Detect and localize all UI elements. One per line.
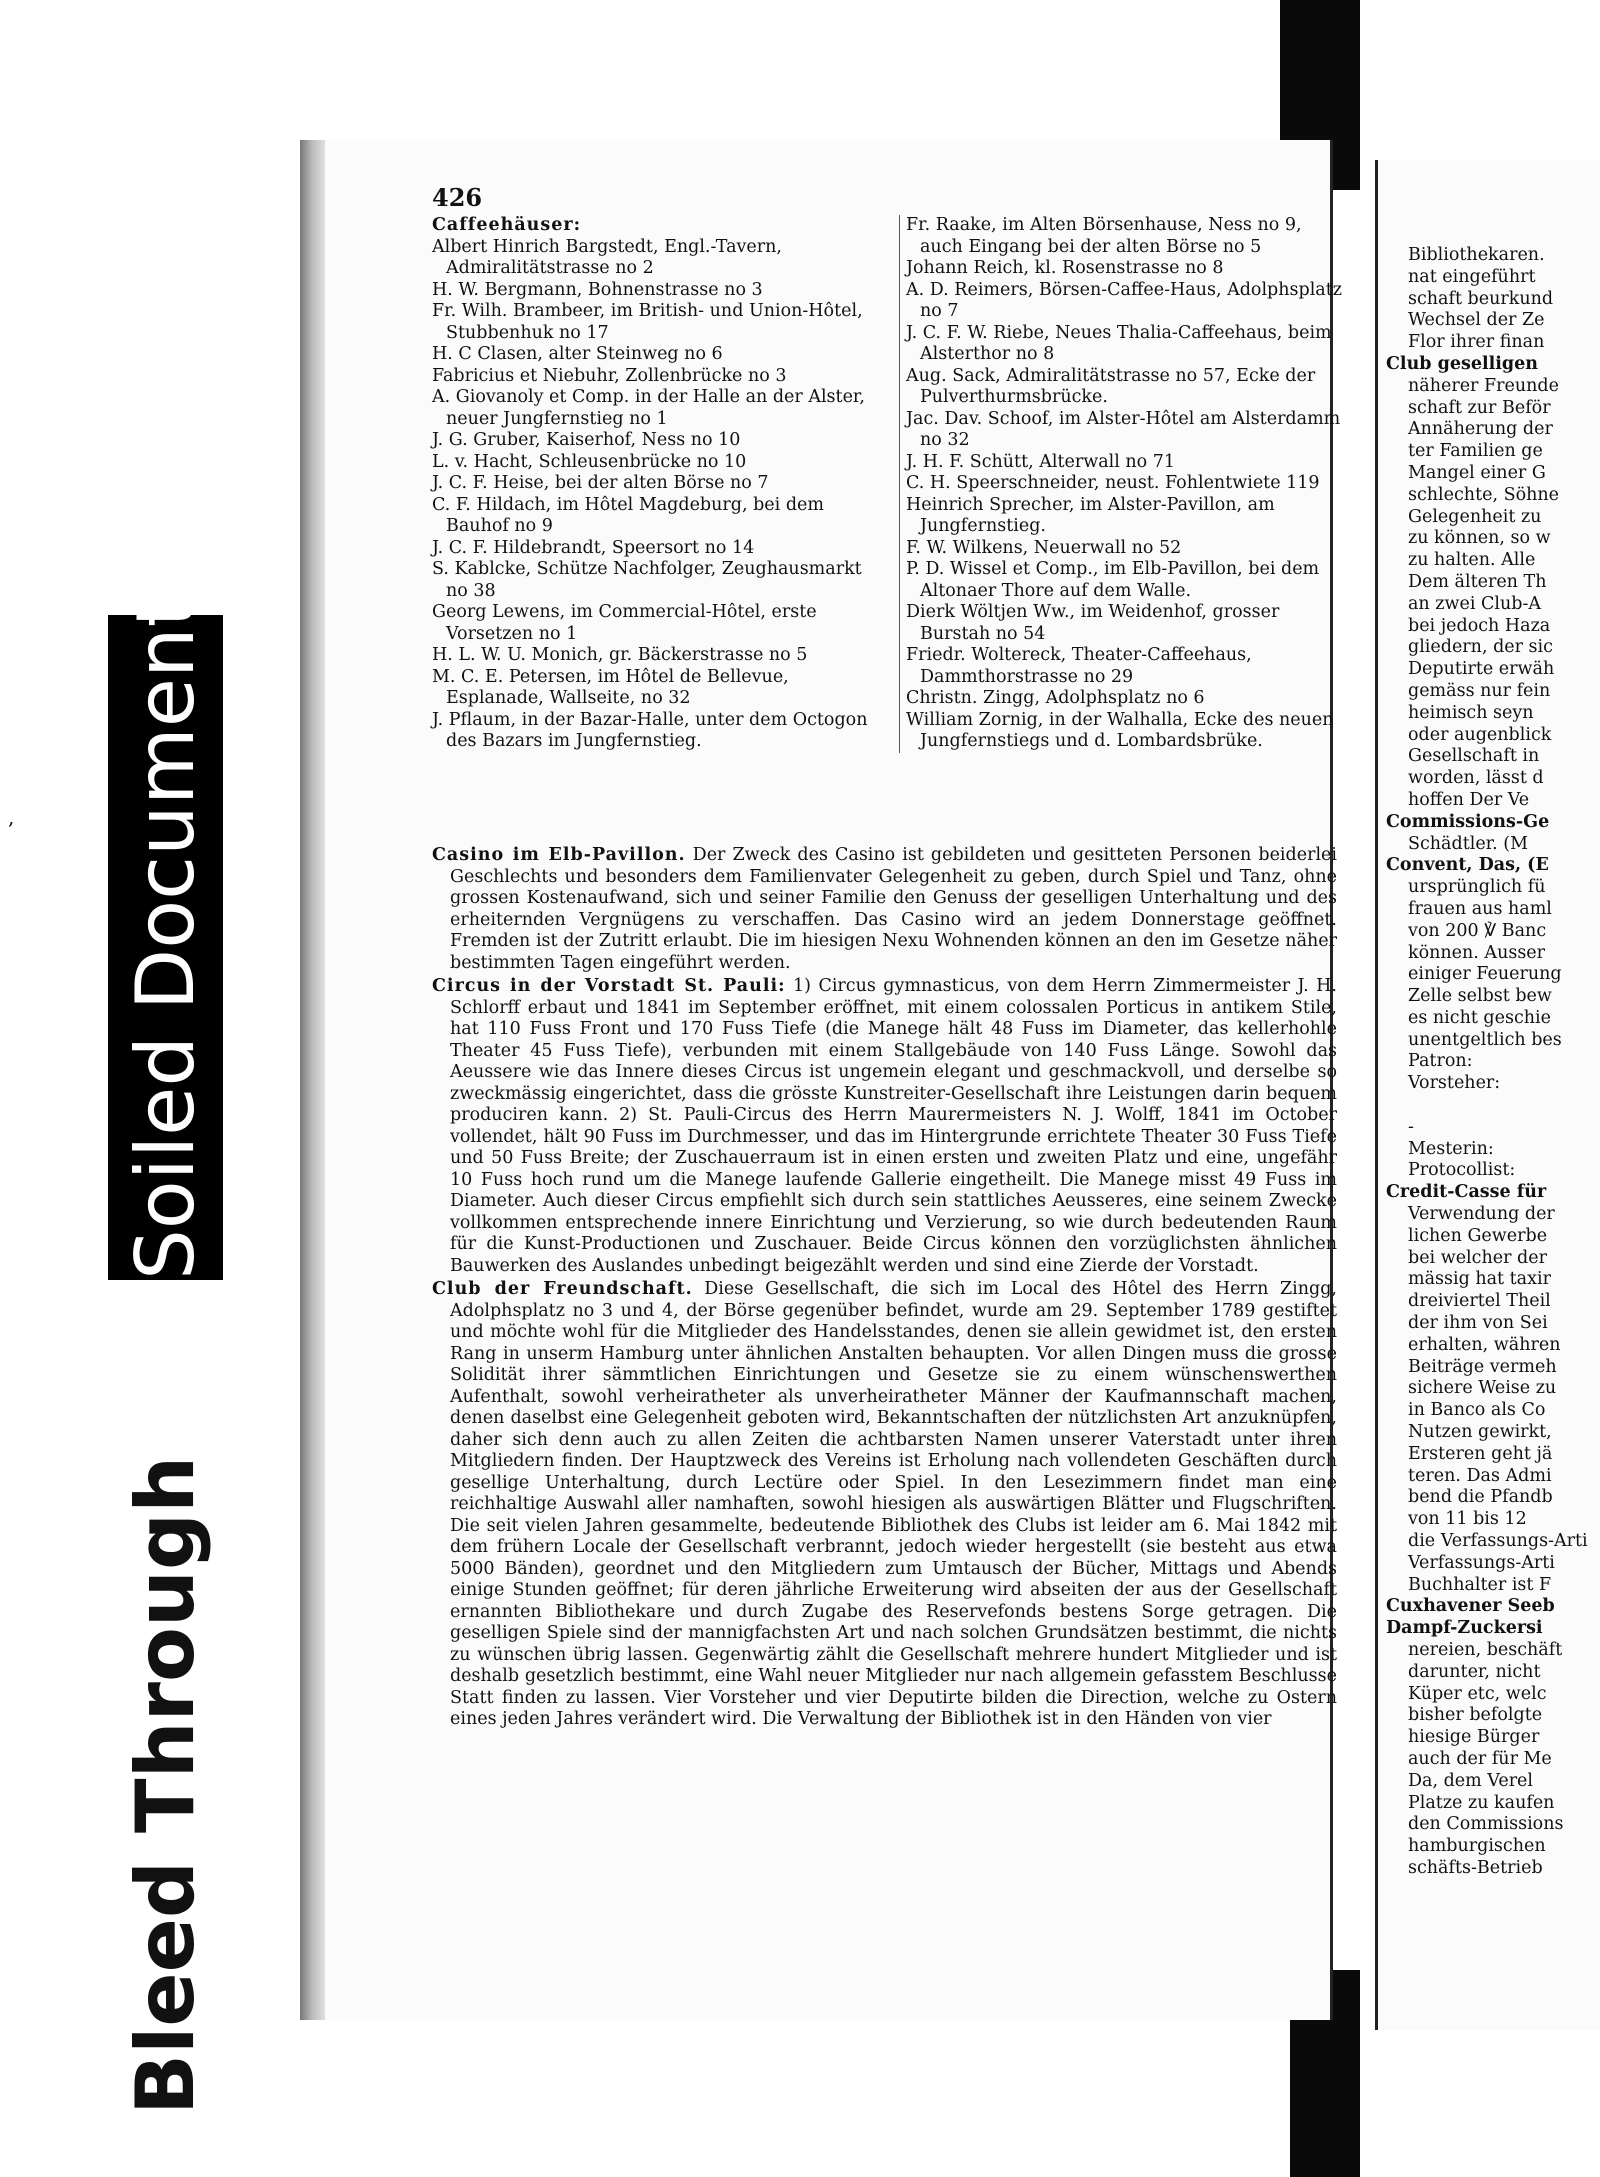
paragraph-title: Casino im Elb-Pavillon. [432,845,686,865]
right-page-line: lichen Gewerbe [1408,1225,1548,1246]
right-page-line: Bibliothekaren. [1408,245,1545,265]
right-page-line: Credit-Casse für [1386,1182,1547,1203]
directory-columns [432,215,1342,840]
right-page-line: schaft zur Beför [1408,397,1551,418]
right-page-line: gemäss nur fein [1408,680,1551,701]
right-page-line: Mangel einer G [1408,462,1546,483]
right-page-line: können. Ausser [1408,942,1546,963]
directory-entry: Christn. Zingg, Adolphsplatz no 6 [906,688,1205,708]
directory-entry: A. Giovanoly et Comp. in der Halle an der Alster, neuer Jungfernstieg no 1 [432,387,865,429]
directory-entry: J. H. F. Schütt, Alterwall no 71 [906,451,1176,472]
right-page-line: Gelegenheit zu [1408,506,1542,527]
right-page-line: oder augenblick [1408,724,1552,745]
right-page-line: an zwei Club-A [1408,593,1541,614]
right-page-line [1378,1095,1600,1117]
right-page-line: nat eingeführt [1408,266,1536,287]
right-page-line: bei jedoch Haza [1408,615,1551,636]
right-page-line: schaft beurkund [1408,288,1554,309]
right-page-line: Cuxhavener Seeb [1386,1596,1555,1617]
directory-entry: L. v. Hacht, Schleusenbrücke no 10 [432,451,747,472]
right-page-line: Da, dem Verel [1408,1770,1534,1791]
soiled-document-label: Soiled Document [108,615,223,1280]
right-page-line: von 11 bis 12 [1408,1509,1527,1530]
right-page-line: hoffen Der Ve [1408,789,1530,810]
right-page-line: Zelle selbst bew [1408,986,1552,1007]
right-page-line: teren. Das Admi [1408,1465,1552,1486]
article-paragraph [432,976,1337,1277]
right-page-line: bend die Pfandb [1408,1487,1553,1508]
paragraph-title: Circus in der Vorstadt St. Pauli: [432,976,786,996]
right-page-line: Verwendung der [1408,1204,1555,1225]
directory-entry: Dierk Wöltjen Ww., im Weidenhof, grosser Burstah no 54 [906,602,1280,644]
directory-entry: A. D. Reimers, Börsen-Caffee-Haus, Adolphsplatz no 7 [906,279,1342,321]
right-page-line: Ersteren geht jä [1408,1443,1553,1464]
directory-entry: F. W. Wilkens, Neuerwall no 52 [906,537,1182,558]
right-page-line: bisher befolgte [1408,1705,1543,1726]
directory-entry: C. F. Hildach, im Hôtel Magdeburg, bei dem Bauhof no 9 [432,494,824,536]
right-page-line: Nutzen gewirkt, [1408,1422,1552,1443]
right-page-line: die Verfassungs-Arti [1408,1531,1588,1552]
directory-entry: H. W. Bergmann, Bohnenstrasse no 3 [432,279,763,300]
right-page-line: Dem älteren Th [1408,571,1547,592]
right-page-line: Buchhalter ist F [1408,1574,1552,1595]
right-page-line: Deputirte erwäh [1408,659,1555,680]
paragraph-title: Club der Freundschaft. [432,1279,693,1299]
right-page-text [1378,245,1600,1880]
right-page-line: unentgeltlich bes [1408,1029,1562,1050]
directory-entry: P. D. Wissel et Comp., im Elb-Pavillon, bei dem Altonaer Thore auf dem Walle. [906,559,1320,601]
right-entry-list [906,215,1344,753]
article-paragraph [432,1279,1337,1731]
directory-entry: Friedr. Woltereck, Theater-Caffeehaus, Dammthorstrasse no 29 [906,645,1252,687]
paragraph-text: 1) Circus gymnasticus, von dem Herrn Zimmermeister J. H. Schlorff erbaut und 1841 im September eröffnet, mit einem colossalen Porticus in antikem Stile, hat 110 Fuss Front und 170 Fuss Tiefe (die Manege hält 48 Fuss im Diameter, das kellerhohle Theater 45 Fuss Tiefe), verbunden mit einem Stallgebäude von 140 Fuss Länge. Sowohl das Aeussere wie das Innere dieses Circus ist ungemein elegant und geschmackvoll, und derselbe so zweckmässig eingerichtet, dass die grösste Kunstreiter-Gesellschaft ihre Leistungen darin bequem produciren kann. 2) St. Pauli-Circus des Herrn Maurermeisters N. J. Wolff, 1841 im October vollendet, hält 90 Fuss im Durchmesser, und das im Hintergrunde errichtete Theater 30 Fuss Tiefe und 50 Fuss Breite; der Zuschauerraum ist in einen ersten und zweiten Platz und eine, ungefähr 10 Fuss hoch rund um die Manege laufende Gallerie eingetheilt. Die Manege misst 49 Fuss im Diameter. Auch dieser Circus empfiehlt sich durch sein stattliches Aeusseres, eine seinem Zwecke vollkommen entsprechende innere Einrichtung und Verzierung, so wie durch bedeutenden Raum für die Kunst-Productionen und Zuschauer. Beide Circus können den vorzüglichsten ähnlichen Bauwerken des Auslandes unbedingt beigezählt werden und sind eine Zierde der Vorstadt. [450,976,1337,1276]
right-page-line: der ihm von Sei [1408,1313,1548,1334]
right-page-line: Dampf-Zuckersi [1386,1618,1543,1639]
right-page-line: Vorsteher: [1408,1073,1501,1094]
bleed-through-label: Bleed Through [108,1300,223,2115]
directory-entry: M. C. E. Petersen, im Hôtel de Bellevue, Esplanade, Wallseite, no 32 [432,666,789,708]
right-page-line: sichere Weise zu [1408,1378,1557,1399]
right-page-line: ter Familien ge [1408,441,1543,462]
right-page-line: es nicht geschie [1408,1007,1551,1028]
right-page-line: Club geselligen [1386,353,1539,374]
right-page-line: Schädtler. (M [1408,833,1528,854]
right-page-line: Annäherung der [1408,419,1553,440]
right-page-line: mässig hat taxir [1408,1269,1551,1290]
left-directory-column [432,215,887,753]
directory-entry: Fr. Raake, im Alten Börsenhause, Ness no 9, auch Eingang bei der alten Börse no 5 [906,215,1302,257]
right-page-line: dreiviertel Theil [1408,1291,1551,1312]
right-page-line: Patron: [1408,1051,1473,1072]
directory-entry: Heinrich Sprecher, im Alster-Pavillon, am Jungfernstieg. [906,494,1275,536]
right-page-line: darunter, nicht [1408,1661,1541,1682]
article-body [432,845,1337,1733]
directory-entry: Aug. Sack, Admiralitätstrasse no 57, Ecke der Pulverthurmsbrücke. [906,365,1316,407]
right-page-line: hamburgischen [1408,1836,1546,1857]
right-page-line: bei welcher der [1408,1247,1547,1268]
right-book-page [1375,160,1600,2030]
right-page-line: in Banco als Co [1408,1400,1546,1421]
right-page-line: zu halten. Alle [1408,550,1536,571]
right-page-line: einiger Feuerung [1408,964,1562,985]
directory-entry: J. C. F. Hildebrandt, Speersort no 14 [432,537,755,558]
right-page-line: schäfts-Betrieb [1408,1857,1543,1878]
section-heading: Caffeehäuser: [432,215,582,235]
right-page-line: Gesellschaft in [1408,746,1540,767]
right-page-line: Protocollist: [1408,1160,1516,1181]
right-page-line: nereien, beschäft [1408,1640,1563,1660]
right-page-line: Commissions-Ge [1386,811,1550,832]
right-page-line: worden, lässt d [1408,768,1544,789]
page-number: 426 [432,183,483,212]
right-page-line: hiesige Bürger [1408,1727,1540,1748]
right-page-line: Convent, Das, (E [1386,855,1549,876]
directory-entry: Johann Reich, kl. Rosenstrasse no 8 [906,258,1224,278]
condition-label [108,595,328,2115]
right-page-line: heimisch seyn [1408,702,1534,723]
right-page-line: Beiträge vermeh [1408,1356,1557,1377]
right-page-line: Verfassungs-Arti [1408,1552,1555,1573]
directory-entry: Jac. Dav. Schoof, im Alster-Hôtel am Alsterdamm no 32 [906,408,1341,450]
right-page-line: den Commissions [1408,1814,1564,1835]
directory-entry: Georg Lewens, im Commercial-Hôtel, erste Vorsetzen no 1 [432,602,817,644]
right-page-line: erhalten, währen [1408,1334,1561,1355]
right-page-line: frauen aus haml [1408,898,1552,919]
right-page-line: von 200 ℣ Banc [1408,920,1547,941]
directory-entry: Fr. Wilh. Brambeer, im British- und Union-Hôtel, Stubbenhuk no 17 [432,301,863,343]
directory-entry: C. H. Speerschneider, neust. Fohlentwiete 119 [906,473,1320,493]
right-page-line: ursprünglich fü [1408,877,1546,898]
right-page-line: schlechte, Söhne [1408,484,1560,505]
directory-entry: William Zornig, in der Walhalla, Ecke des neuen Jungfernstiegs und d. Lombardsbrüke. [906,709,1334,751]
directory-entry: Fabricius et Niebuhr, Zollenbrücke no 3 [432,365,787,386]
right-page-line: Platze zu kaufen [1408,1792,1555,1813]
directory-entry: J. C. F. Heise, bei der alten Börse no 7 [432,473,769,493]
directory-entry: H. L. W. U. Monich, gr. Bäckerstrasse no 5 [432,645,808,665]
paragraph-text: Diese Gesellschaft, die sich im Local des Hôtel des Herrn Zingg, Adolphsplatz no 3 und 4, der Börse gegenüber befindet, wurde am 29. September 1789 gestiftet und möchte wohl für die Mitglieder des Handelsstandes, denen sie allein gewidmet ist, den ersten Rang in unserm Hamburg unter ähnlichen Anstalten behaupten. Vor allen Dingen muss die grosse Solidität ihrer sämmtlichen Einrichtungen und Gesetze sie zu einem wünschenswerthen Aufenthalt, sowohl verheiratheter als unverheiratheter Männer der Kaufmannschaft machen, denen daselbst eine Gelegenheit geboten wird, Bekanntschaften der nützlichsten Art anzuknüpfen, daher sich denn auch zu allen Zeiten die achtbarsten Namen unserer Vaterstadt unter ihren Mitgliedern finden. Der Hauptzweck des Vereins ist Erholung nach vollendeten Geschäften durch gesellige Unterhaltung, durch Lectüre oder Spiel. In den Lesezimmern findet man eine reichhaltige Auswahl aller namhaften, sowohl hiesigen als auswärtigen Blätter und Flugschriften. Die seit vielen Jahren gesammelte, bedeutende Bibliothek des Clubs ist leider am 6. Mai 1842 mit dem frühern Locale der Gesellschaft verbrannt, jedoch wieder hergestellt (sie besteht aus etwa 5000 Bänden), geordnet und den Mitgliedern zum Umtausch der Bücher, Mittags und Abends einige Stunden geöffnet; für deren jährliche Erweiterung wird abseiten der aus der Gesellschaft ernannten Bibliothekare und durch Zugabe des Reservefonds bestens Sorge getragen. Die geselligen Spiele sind der mannigfachsten Art und nach solchen Grundsätzen bestimmt, die nichts zu wünschen übrig lassen. Gegenwärtig zählt die Gesellschaft mehrere hundert Mitglieder und ist deshalb gesetzlich bestimmt, eine Wahl neuer Mitglieder nur nach allgemein gefasstem Beschlusse Statt finden zu lassen. Vier Vorsteher und vier Deputirte bilden die Direction, welche zu Ostern eines jeden Jahres verändert wird. Die Verwaltung der Bibliothek ist in den Händen von vier [450,1279,1337,1729]
directory-entry: J. G. Gruber, Kaiserhof, Ness no 10 [432,430,741,450]
directory-entry: H. C Clasen, alter Steinweg no 6 [432,344,723,364]
directory-entry: S. Kablcke, Schütze Nachfolger, Zeughausmarkt no 38 [432,559,862,601]
right-page-line: Küper etc, welc [1408,1683,1547,1704]
right-page-line: gliedern, der sic [1408,637,1553,658]
directory-entry: J. C. F. W. Riebe, Neues Thalia-Caffeehaus, beim Alsterthor no 8 [906,322,1332,364]
directory-entry: J. Pflaum, in der Bazar-Halle, unter dem Octogon des Bazars im Jungfernstieg. [432,709,868,751]
right-page-line: näherer Freunde [1408,375,1559,396]
article-paragraph [432,845,1337,974]
right-page-line: auch der für Me [1408,1748,1552,1769]
margin-mark: , [8,805,15,829]
left-entry-list [432,237,887,753]
paragraph-text: Der Zweck des Casino ist gebildeten und gesitteten Personen beiderlei Geschlechts und besonders dem Familienvater Gelegenheit zu geben, durch Spiel und Tanz, ohne grossen Kostenaufwand, sich und seiner Familie den Genuss der geselligen Unterhaltung und des erheiternden Vergnügens zu verschaffen. Das Casino wird an jedem Donnerstage geöffnet. Fremden ist der Zutritt erlaubt. Die im hiesigen Nexu Wohnenden können an den im Gesetze näher bestimmten Tagen eingeführt werden. [450,845,1337,973]
right-page-line: Mesterin: [1408,1138,1494,1159]
right-page-line: Wechsel der Ze [1408,310,1545,331]
right-directory-column [899,215,1344,753]
directory-entry: Albert Hinrich Bargstedt, Engl.-Tavern, Admiralitätstrasse no 2 [432,236,782,278]
right-page-line: zu können, so w [1408,528,1551,549]
right-page-line: Flor ihrer finan [1408,332,1545,353]
right-page-line: - [1408,1116,1414,1137]
